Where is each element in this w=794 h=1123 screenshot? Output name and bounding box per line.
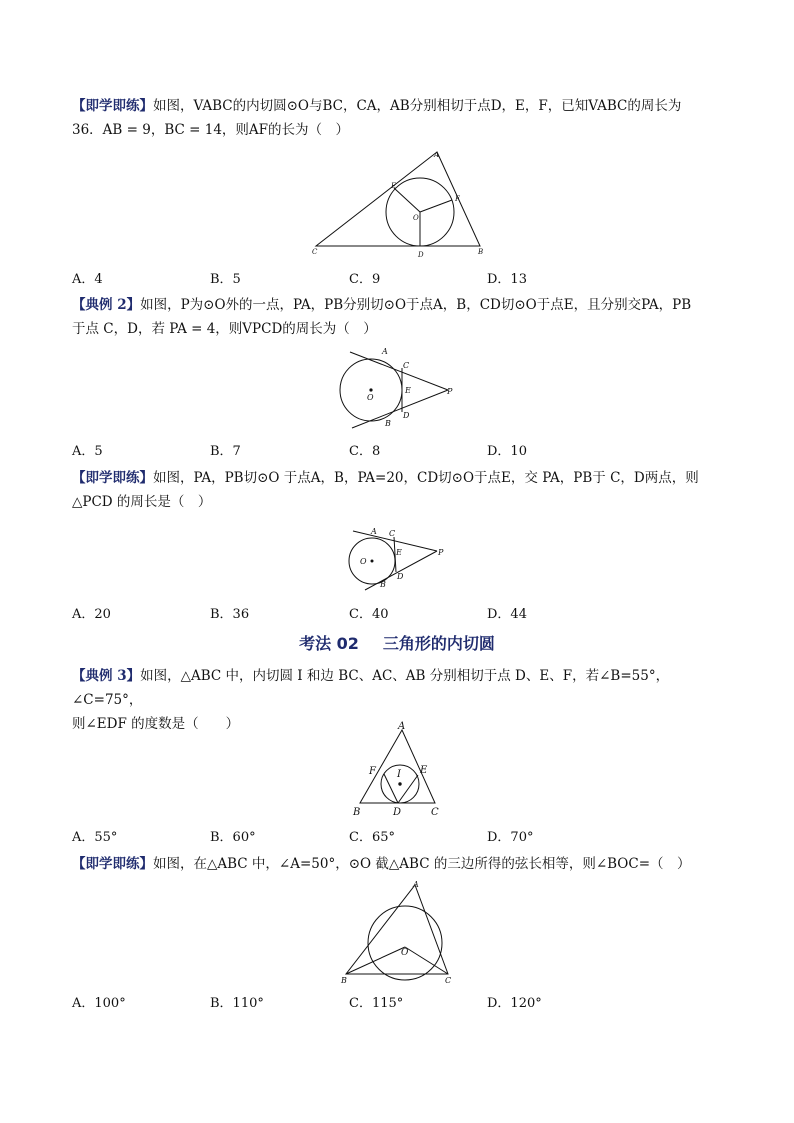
label-p: P [438,548,444,557]
question-text: 如图，VABC的内切圆⊙O与BC，CA，AB分别相切于点D，E，F，已知VABC的周长为 [153,98,682,114]
option-c[interactable]: C．9 [349,272,381,287]
question-tag: 【即学即练】 [72,98,153,114]
label-i: I [397,769,401,780]
label-b: B [353,807,361,818]
label-b: B [341,976,347,985]
option-d[interactable]: D．44 [487,607,527,622]
label-b: B [478,248,484,256]
option-c[interactable]: C．8 [349,444,381,459]
option-d[interactable]: D．13 [487,272,527,287]
label-c: C [389,529,396,538]
question-text: 于点 C，D，若 PA = 4，则VPCD的周长为（ ） [72,321,377,337]
figure-chords-circle [338,877,458,987]
option-a[interactable]: A．4 [72,272,103,287]
question-tag: 【典例 3】 [72,668,141,684]
label-d: D [393,807,402,818]
label-o: O [360,557,367,566]
question-text: 如图，在△ABC 中，∠A=50°，⊙O 截△ABC 的三边所得的弦长相等，则∠BOC=（ ） [153,856,691,872]
label-o: O [367,393,374,402]
options-q4 [72,826,732,848]
label-a: A [398,721,406,732]
option-a[interactable]: A．5 [72,444,103,459]
option-d[interactable]: D．70° [487,830,534,845]
option-c[interactable]: C．40 [349,607,389,622]
label-b: B [385,419,391,428]
label-e: E [391,182,397,190]
section-title: 三角形的内切圆 [382,634,495,653]
options-q3 [72,603,732,625]
option-b[interactable]: B．36 [210,607,250,622]
question-2 [72,293,732,341]
label-d: D [403,411,410,420]
option-d[interactable]: D．120° [487,996,542,1011]
question-text: 如图，P为⊙O外的一点，PA，PB分别切⊙O于点A，B，CD切⊙O于点E，且分别交PA，PB [140,297,692,313]
options-q2 [72,440,732,462]
option-c[interactable]: C．65° [349,830,395,845]
section-number: 考法 02 [299,634,359,653]
option-b[interactable]: B．5 [210,272,241,287]
question-5 [72,852,732,876]
label-a: A [413,880,419,889]
question-1 [72,94,732,142]
figure-incircle-triangle [310,148,490,260]
option-a[interactable]: A．100° [72,996,126,1011]
label-c: C [445,976,452,985]
label-e: E [420,765,428,776]
label-p: P [447,387,453,396]
options-q1 [72,268,732,290]
option-a[interactable]: A．55° [72,830,118,845]
label-f: F [455,195,460,203]
question-tag: 【即学即练】 [72,470,153,486]
question-text: 则∠EDF 的度数是（ ） [72,716,240,732]
label-b: B [380,580,386,589]
label-e: E [405,386,411,395]
label-f: F [369,766,376,777]
option-c[interactable]: C．115° [349,996,404,1011]
options-q5 [72,992,732,1014]
question-tag: 【典例 2】 [72,297,141,313]
option-b[interactable]: B．7 [210,444,241,459]
figure-tangent-circle-2 [345,524,455,594]
question-text: 36．AB = 9，BC = 14，则AF的长为（ ） [72,122,350,138]
label-o: O [413,214,419,222]
option-b[interactable]: B．110° [210,996,264,1011]
label-a: A [382,347,388,356]
option-a[interactable]: A．20 [72,607,111,622]
option-d[interactable]: D．10 [487,444,527,459]
section-heading [0,631,794,654]
label-d: D [418,251,424,259]
label-e: E [396,548,402,557]
question-text: △PCD 的周长是（ ） [72,494,212,510]
question-3 [72,466,732,514]
figure-triangle-incircle-i [345,720,445,820]
label-a: A [434,151,440,159]
label-c: C [312,248,318,256]
label-c: C [431,807,439,818]
label-c: C [403,361,410,370]
question-text: 如图，△ABC 中，内切圆 I 和边 BC、AC、AB 分别相切于点 D、E、F，若∠B=55°，∠C=75°， [72,668,670,708]
figure-tangent-circle-1 [330,346,460,430]
label-a: A [371,527,377,536]
option-b[interactable]: B．60° [210,830,256,845]
label-o: O [401,948,409,958]
question-text: 如图，PA，PB切⊙O 于点A，B，PA=20，CD切⊙O于点E，交 PA，PB于 C，D两点，则 [153,470,699,486]
label-d: D [397,572,404,581]
question-tag: 【即学即练】 [72,856,153,872]
